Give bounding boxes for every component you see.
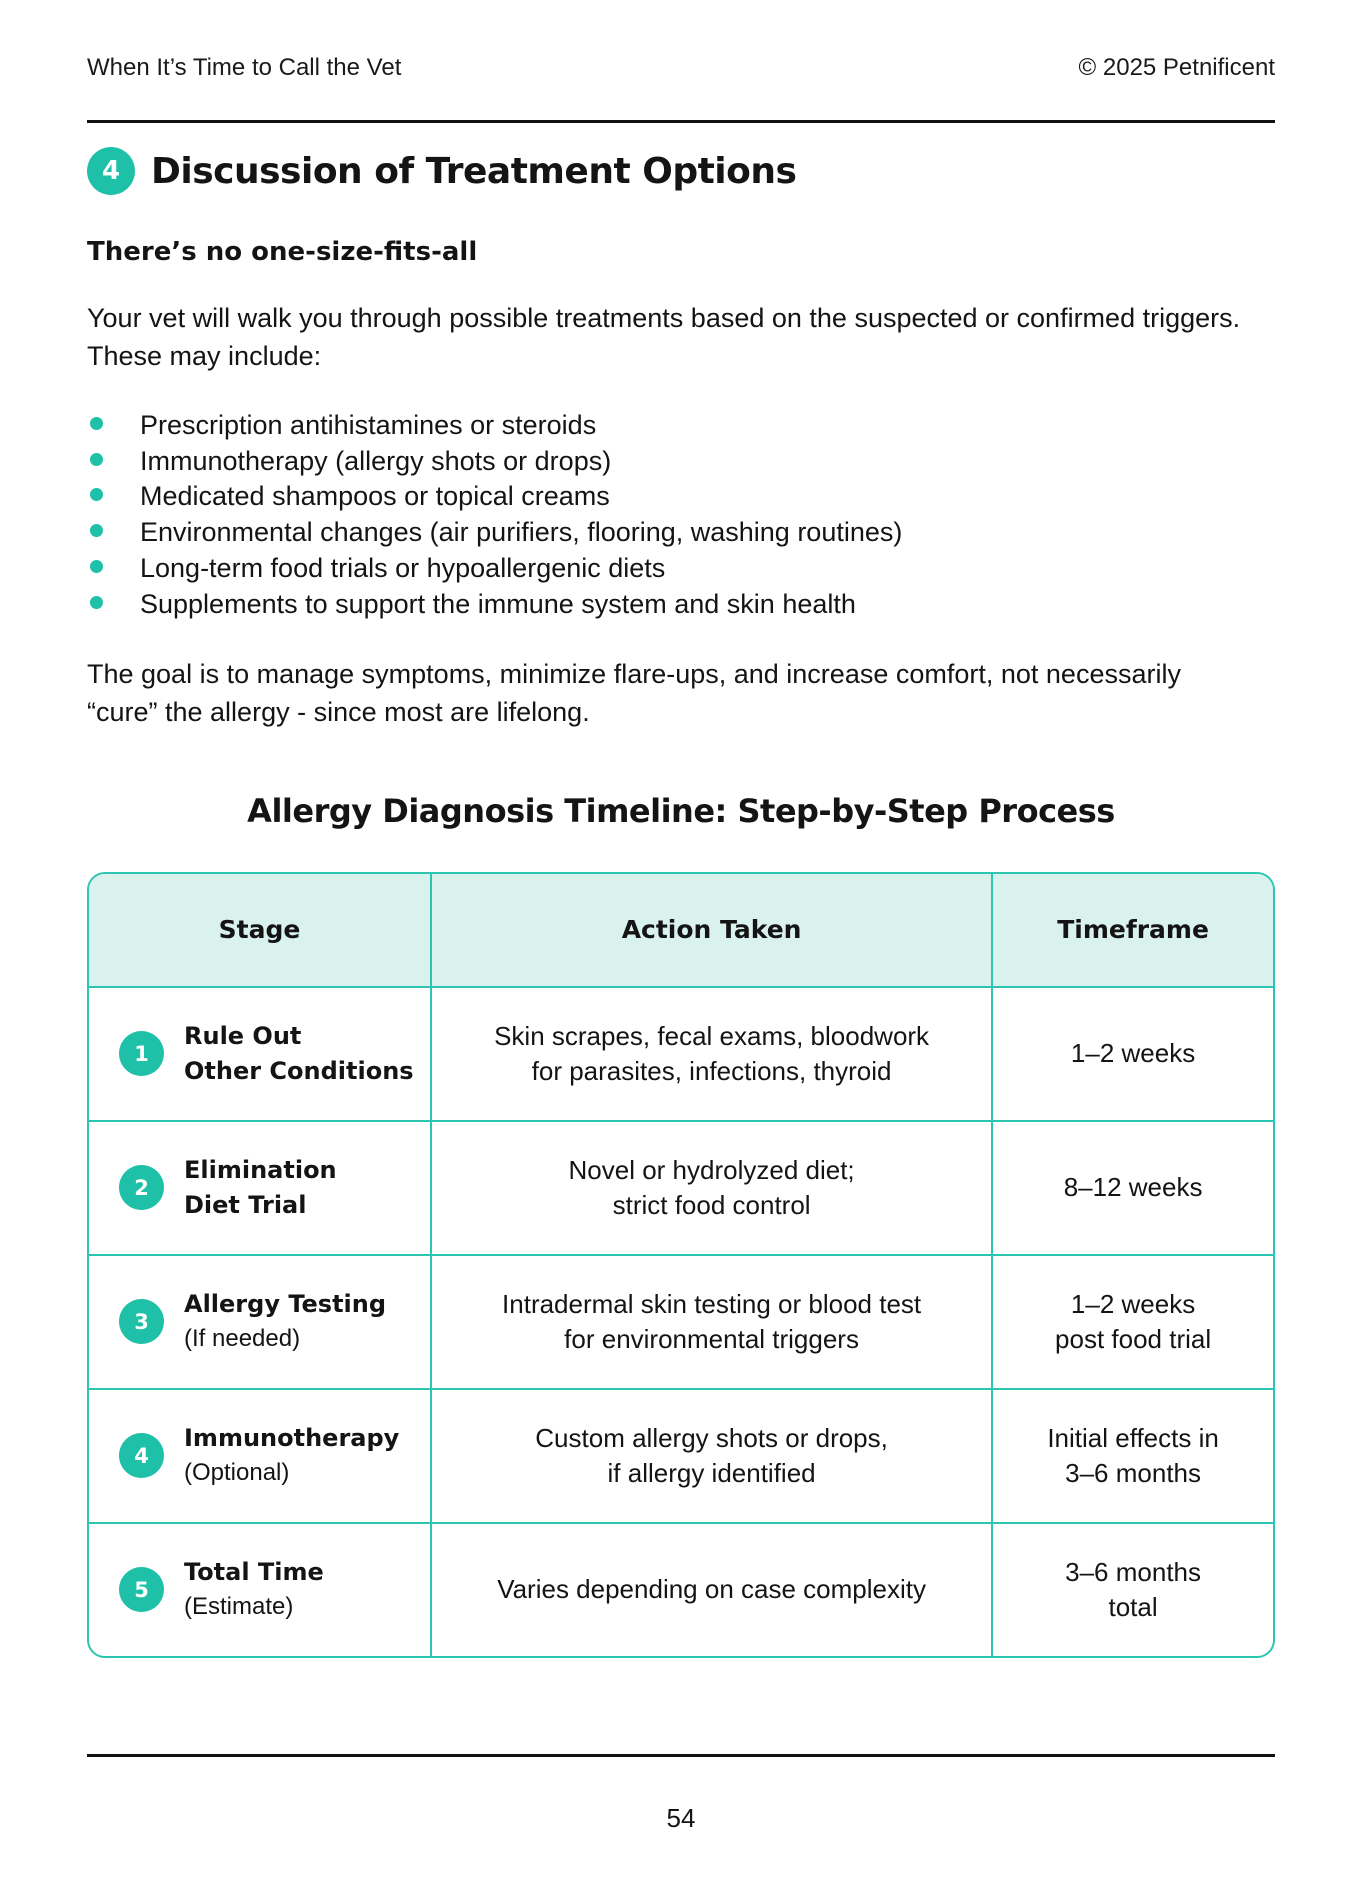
footer-rule	[87, 1754, 1275, 1757]
header-rule	[87, 120, 1275, 123]
column-header-action: Action Taken	[430, 874, 991, 986]
bullet-text: Long-term food trials or hypoallergenic diets	[140, 553, 666, 584]
timeline-table	[87, 872, 1275, 1658]
bullet-text: Prescription antihistamines or steroids	[140, 409, 597, 440]
bullet-item	[87, 408, 1275, 444]
action-line: if allergy identified	[607, 1457, 816, 1488]
bullet-dot-icon	[90, 596, 103, 609]
action-line: strict food control	[612, 1189, 811, 1220]
stage-line: Other Conditions	[184, 1056, 414, 1085]
table-row	[89, 1388, 1273, 1522]
section-title: Discussion of Treatment Options	[151, 150, 797, 192]
bullet-dot-icon	[90, 560, 103, 573]
table-row	[89, 1522, 1273, 1656]
stage-number-badge: 5	[119, 1567, 164, 1612]
table-row	[89, 1120, 1273, 1254]
stage-line: Allergy Testing	[184, 1290, 387, 1319]
bullet-text: Environmental changes (air purifiers, flooring, washing routines)	[140, 517, 903, 548]
timeframe-line: 8–12 weeks	[1063, 1172, 1203, 1203]
stage-line: (If needed)	[184, 1324, 301, 1352]
stage-label	[184, 1287, 386, 1356]
bullet-dot-icon	[90, 488, 103, 501]
timeframe-line: 1–2 weeks	[1070, 1038, 1196, 1069]
stage-line: Immunotherapy	[184, 1424, 400, 1453]
timeframe-line: 3–6 months	[1065, 1556, 1202, 1587]
table-header-row	[89, 874, 1273, 986]
timeframe-line: total	[1108, 1591, 1158, 1622]
timeline-table-body	[89, 986, 1273, 1656]
timeframe-cell	[991, 1256, 1273, 1388]
action-line: Varies depending on case complexity	[497, 1574, 926, 1605]
stage-number-badge: 2	[119, 1165, 164, 1210]
timeframe-cell	[991, 1390, 1273, 1522]
stage-cell	[89, 1390, 430, 1522]
conclusion-paragraph: The goal is to manage symptoms, minimize flare-ups, and increase comfort, not necessarily “cure” the allergy - since most are lifelong.	[87, 659, 1181, 728]
action-line: for parasites, infections, thyroid	[531, 1055, 892, 1086]
timeframe-line: Initial effects in	[1047, 1422, 1219, 1453]
bullet-dot-icon	[90, 417, 103, 430]
stage-cell	[89, 1524, 430, 1656]
timeframe-line: 1–2 weeks	[1070, 1288, 1196, 1319]
stage-label	[184, 1555, 324, 1624]
stage-line: Rule Out	[184, 1022, 302, 1051]
action-cell	[430, 1256, 991, 1388]
stage-line: Total Time	[184, 1558, 324, 1587]
bullet-item	[87, 444, 1275, 480]
stage-line: (Optional)	[184, 1458, 290, 1486]
stage-number-badge: 4	[119, 1433, 164, 1478]
stage-line: Elimination	[184, 1156, 337, 1185]
bullet-text: Supplements to support the immune system and skin health	[140, 589, 856, 620]
stage-cell	[89, 1256, 430, 1388]
section-heading	[87, 147, 1275, 195]
timeframe-line: post food trial	[1055, 1323, 1212, 1354]
table-row	[89, 986, 1273, 1120]
section-subtitle: There’s no one-size-fits-all	[87, 237, 478, 267]
bullet-item	[87, 587, 1275, 623]
action-cell	[430, 1390, 991, 1522]
page-number: 54	[666, 1803, 696, 1833]
copyright: © 2025 Petnificent	[1078, 54, 1275, 81]
action-line: Intradermal skin testing or blood test	[502, 1288, 922, 1319]
bullet-dot-icon	[90, 524, 103, 537]
stage-line: (Estimate)	[184, 1592, 294, 1620]
doc-footer	[87, 1754, 1275, 1834]
action-cell	[430, 988, 991, 1120]
stage-label	[184, 1019, 414, 1088]
stage-label	[184, 1421, 399, 1490]
column-header-stage: Stage	[218, 915, 301, 945]
action-line: for environmental triggers	[564, 1323, 859, 1354]
treatment-bullet-list	[87, 408, 1275, 623]
stage-cell	[89, 1122, 430, 1254]
timeframe-cell	[991, 1122, 1273, 1254]
bullet-dot-icon	[90, 453, 103, 466]
timeframe-line: 3–6 months	[1065, 1457, 1202, 1488]
stage-number-badge: 3	[119, 1299, 164, 1344]
column-header-timeframe: Timeframe	[991, 874, 1273, 986]
action-cell	[430, 1122, 991, 1254]
action-line: Custom allergy shots or drops,	[535, 1422, 888, 1453]
timeframe-cell	[991, 1524, 1273, 1656]
bullet-item	[87, 515, 1275, 551]
stage-cell	[89, 988, 430, 1120]
table-row	[89, 1254, 1273, 1388]
stage-number-badge: 1	[119, 1031, 164, 1076]
timeframe-cell	[991, 988, 1273, 1120]
action-line: Skin scrapes, fecal exams, bloodwork	[494, 1020, 930, 1051]
bullet-item	[87, 479, 1275, 515]
bullet-item	[87, 551, 1275, 587]
stage-label	[184, 1153, 337, 1222]
doc-header	[87, 0, 1275, 82]
intro-paragraph: Your vet will walk you through possible treatments based on the suspected or confirmed triggers. These may include:	[87, 303, 1241, 372]
section-number-badge: 4	[87, 147, 135, 195]
doc-title: When It’s Time to Call the Vet	[87, 54, 402, 81]
action-line: Novel or hydrolyzed diet;	[568, 1154, 855, 1185]
bullet-text: Immunotherapy (allergy shots or drops)	[140, 445, 612, 476]
table-title: Allergy Diagnosis Timeline: Step-by-Step Process	[247, 791, 1115, 830]
bullet-text: Medicated shampoos or topical creams	[140, 481, 610, 512]
stage-line: Diet Trial	[184, 1190, 307, 1219]
action-cell	[430, 1524, 991, 1656]
